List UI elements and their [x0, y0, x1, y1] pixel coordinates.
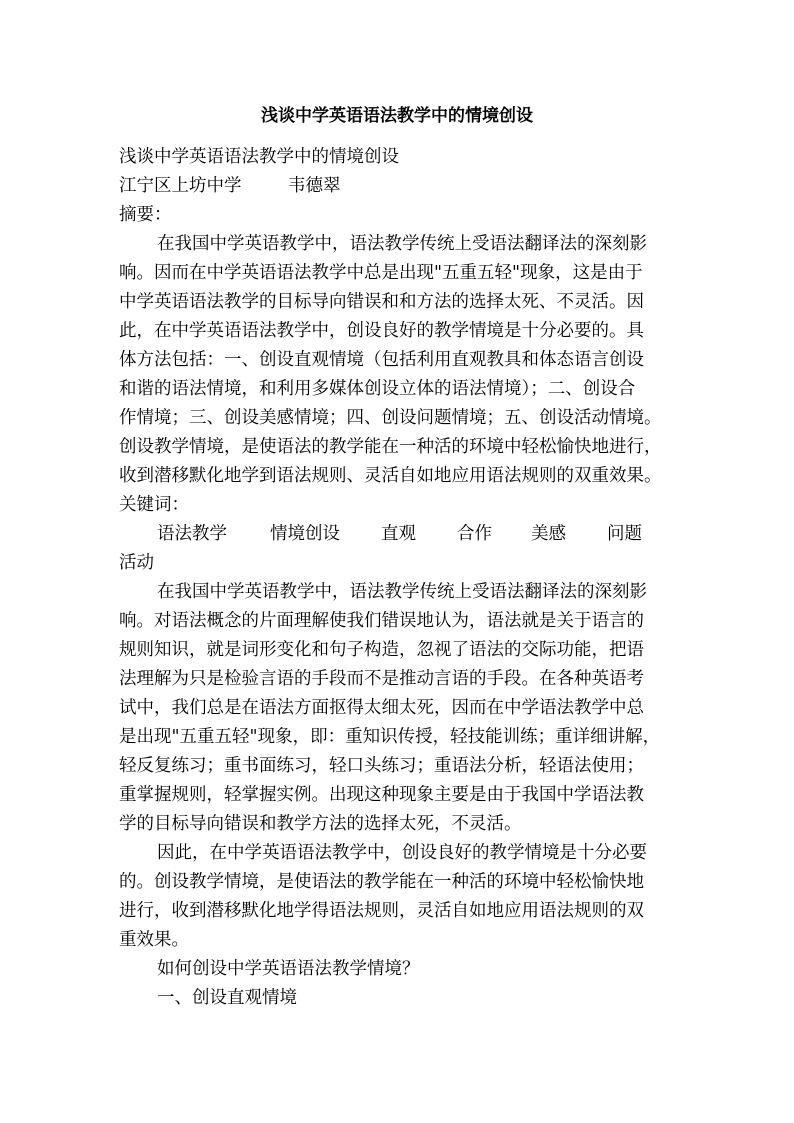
- body-line: 进行，收到潜移默化地学得语法规则，灵活自如地应用语法规则的双: [119, 901, 644, 921]
- keywords-label: 关键词：: [119, 495, 189, 515]
- school-name: 江宁区上坊中学: [119, 176, 242, 196]
- body-line: 规则知识，就是词形变化和句子构造，忽视了语法的交际功能，把语: [119, 640, 644, 660]
- abstract-line: 作情境；三、创设美感情境；四、创设问题情境；五、创设活动情境。: [119, 408, 662, 428]
- body-line: 法理解为只是检验言语的手段而不是推动言语的手段。在各种英语考: [119, 669, 644, 689]
- keywords-row: [119, 520, 689, 548]
- body-line: 轻反复练习；重书面练习，轻口头练习；重语法分析，轻语法使用；: [119, 756, 644, 776]
- subtitle: 浅谈中学英语语法教学中的情境创设: [119, 147, 399, 167]
- document-title: 浅谈中学英语语法教学中的情境创设: [261, 106, 533, 126]
- body-line: 响。对语法概念的片面理解使我们错误地认为，语法就是关于语言的: [119, 611, 644, 631]
- author-name: 韦德翠: [288, 176, 341, 196]
- body-line: 在我国中学英语教学中，语法教学传统上受语法翻译法的深刻影: [157, 582, 647, 602]
- body-line: 学的目标导向错误和教学方法的选择太死，不灵活。: [119, 814, 522, 834]
- abstract-line: 和谐的语法情境，和利用多媒体创设立体的语法情境）；二、创设合: [119, 379, 636, 399]
- abstract-line: 收到潜移默化地学到语法规则、灵活自如地应用语法规则的双重效果。: [119, 466, 662, 486]
- abstract-line: 体方法包括：一、创设直观情境（包括利用直观教具和体态语言创设: [119, 350, 644, 370]
- abstract-line: 响。因而在中学英语语法教学中总是出现"五重五轻"现象，这是由于: [119, 263, 643, 283]
- keyword: 情境创设: [270, 524, 340, 544]
- author-line: [119, 172, 689, 200]
- abstract-line: 中学英语语法教学的目标导向错误和和方法的选择太死、不灵活。因: [119, 292, 644, 312]
- abstract-line: 创设教学情境，是使语法的教学能在一种活的环境中轻松愉快地进行，: [119, 437, 662, 457]
- body-line: 试中，我们总是在语法方面抠得太细太死，因而在中学语法教学中总: [119, 698, 644, 718]
- keyword: 合作: [457, 524, 492, 544]
- section-heading: 一、创设直观情境: [157, 988, 297, 1008]
- abstract-line: 此，在中学英语语法教学中，创设良好的教学情境是十分必要的。具: [119, 321, 644, 341]
- keyword: 问题: [607, 524, 642, 544]
- keyword: 语法教学: [157, 524, 227, 544]
- keyword: 活动: [119, 553, 154, 573]
- body-line: 因此，在中学英语语法教学中，创设良好的教学情境是十分必要: [157, 843, 647, 863]
- keyword: 美感: [531, 524, 566, 544]
- abstract-line: 在我国中学英语教学中，语法教学传统上受语法翻译法的深刻影: [157, 234, 647, 254]
- body-line: 的。创设教学情境，是使语法的教学能在一种活的环境中轻松愉快地: [119, 872, 644, 892]
- abstract-label: 摘要：: [119, 205, 172, 225]
- body-line: 重掌握规则，轻掌握实例。出现这种现象主要是由于我国中学语法教: [119, 785, 644, 805]
- question-heading: 如何创设中学英语语法教学情境？: [157, 959, 420, 979]
- body-line: 是出现"五重五轻"现象，即：重知识传授，轻技能训练；重详细讲解，: [119, 727, 661, 747]
- keyword: 直观: [381, 524, 416, 544]
- body-line: 重效果。: [119, 930, 189, 950]
